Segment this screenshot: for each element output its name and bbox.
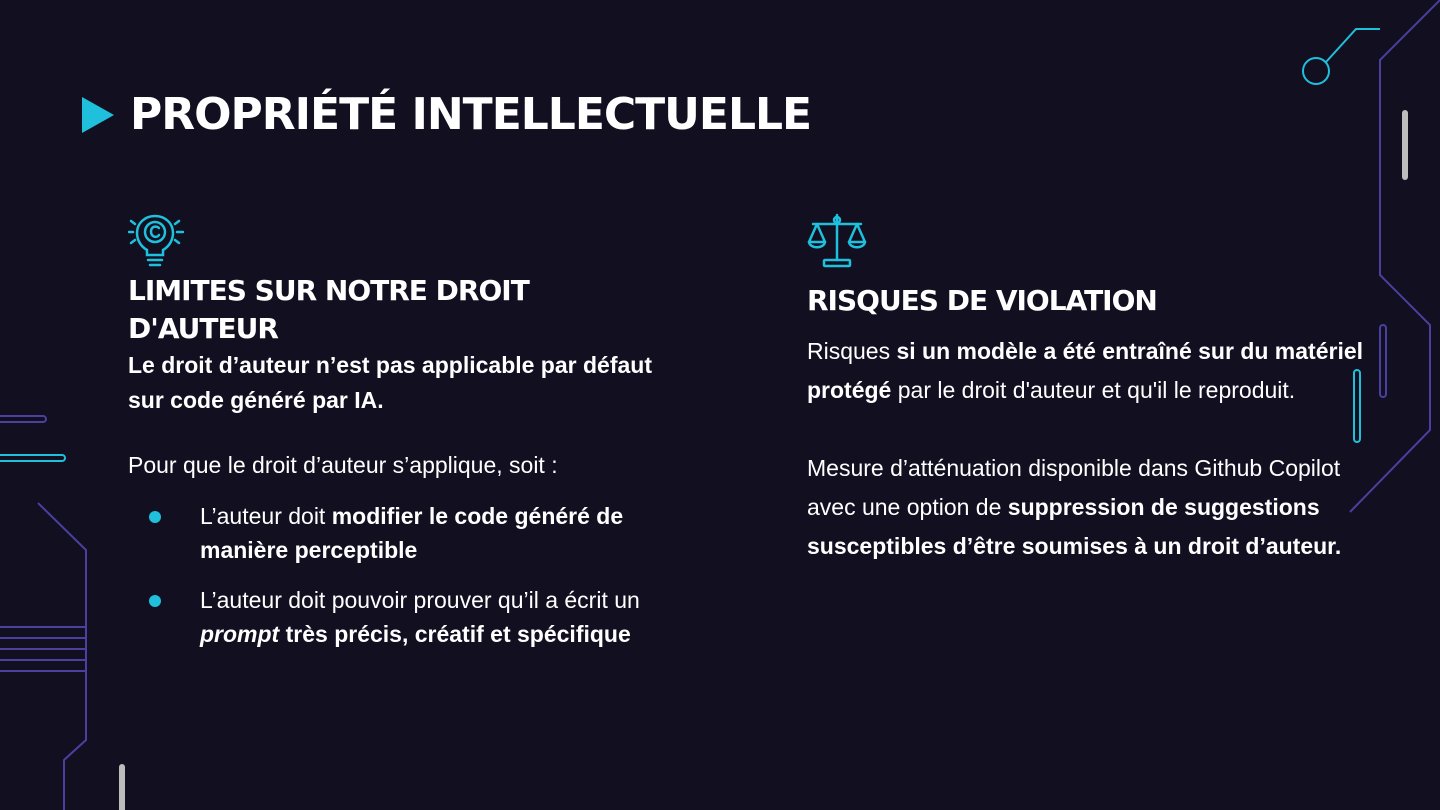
left-bullet-list (128, 499, 688, 651)
left-intro-text: Pour que le droit d’auteur s’applique, soit : (128, 452, 558, 478)
circuit-line-left (38, 503, 86, 810)
list-item: L’auteur doit pouvoir prouver qu’il a écrit un prompt très précis, créatif et spécifique (128, 583, 688, 651)
list-item: L’auteur doit modifier le code généré de manière perceptible (128, 499, 688, 567)
copyright-lightbulb-icon (128, 212, 184, 270)
balance-scale-icon (807, 212, 867, 270)
left-column (128, 212, 688, 667)
title-row (82, 88, 811, 142)
right-paragraph-mitigation: Mesure d’atténuation disponible dans Github Copilot avec une option de suppression de suggestions susceptibles d’être soumises à un droit d’auteur. (807, 455, 1342, 559)
scrollbar-decor (1402, 110, 1408, 180)
right-column (807, 212, 1387, 566)
right-heading: RISQUES DE VIOLATION (807, 284, 1157, 317)
left-heading: LIMITES SUR NOTRE DROIT D'AUTEUR (128, 274, 529, 345)
circuit-node-circle (1303, 58, 1329, 84)
right-paragraph-risks: Risques si un modèle a été entraîné sur du matériel protégé par le droit d'auteur et qu'il le reproduit. (807, 338, 1364, 403)
bullet-dot-icon (149, 511, 161, 523)
bullet-dot-icon (149, 595, 161, 607)
play-triangle-icon (82, 97, 114, 133)
left-lead-text: Le droit d’auteur n’est pas applicable par défaut sur code généré par IA. (128, 352, 652, 413)
page-title: PROPRIÉTÉ INTELLECTUELLE (130, 89, 812, 140)
